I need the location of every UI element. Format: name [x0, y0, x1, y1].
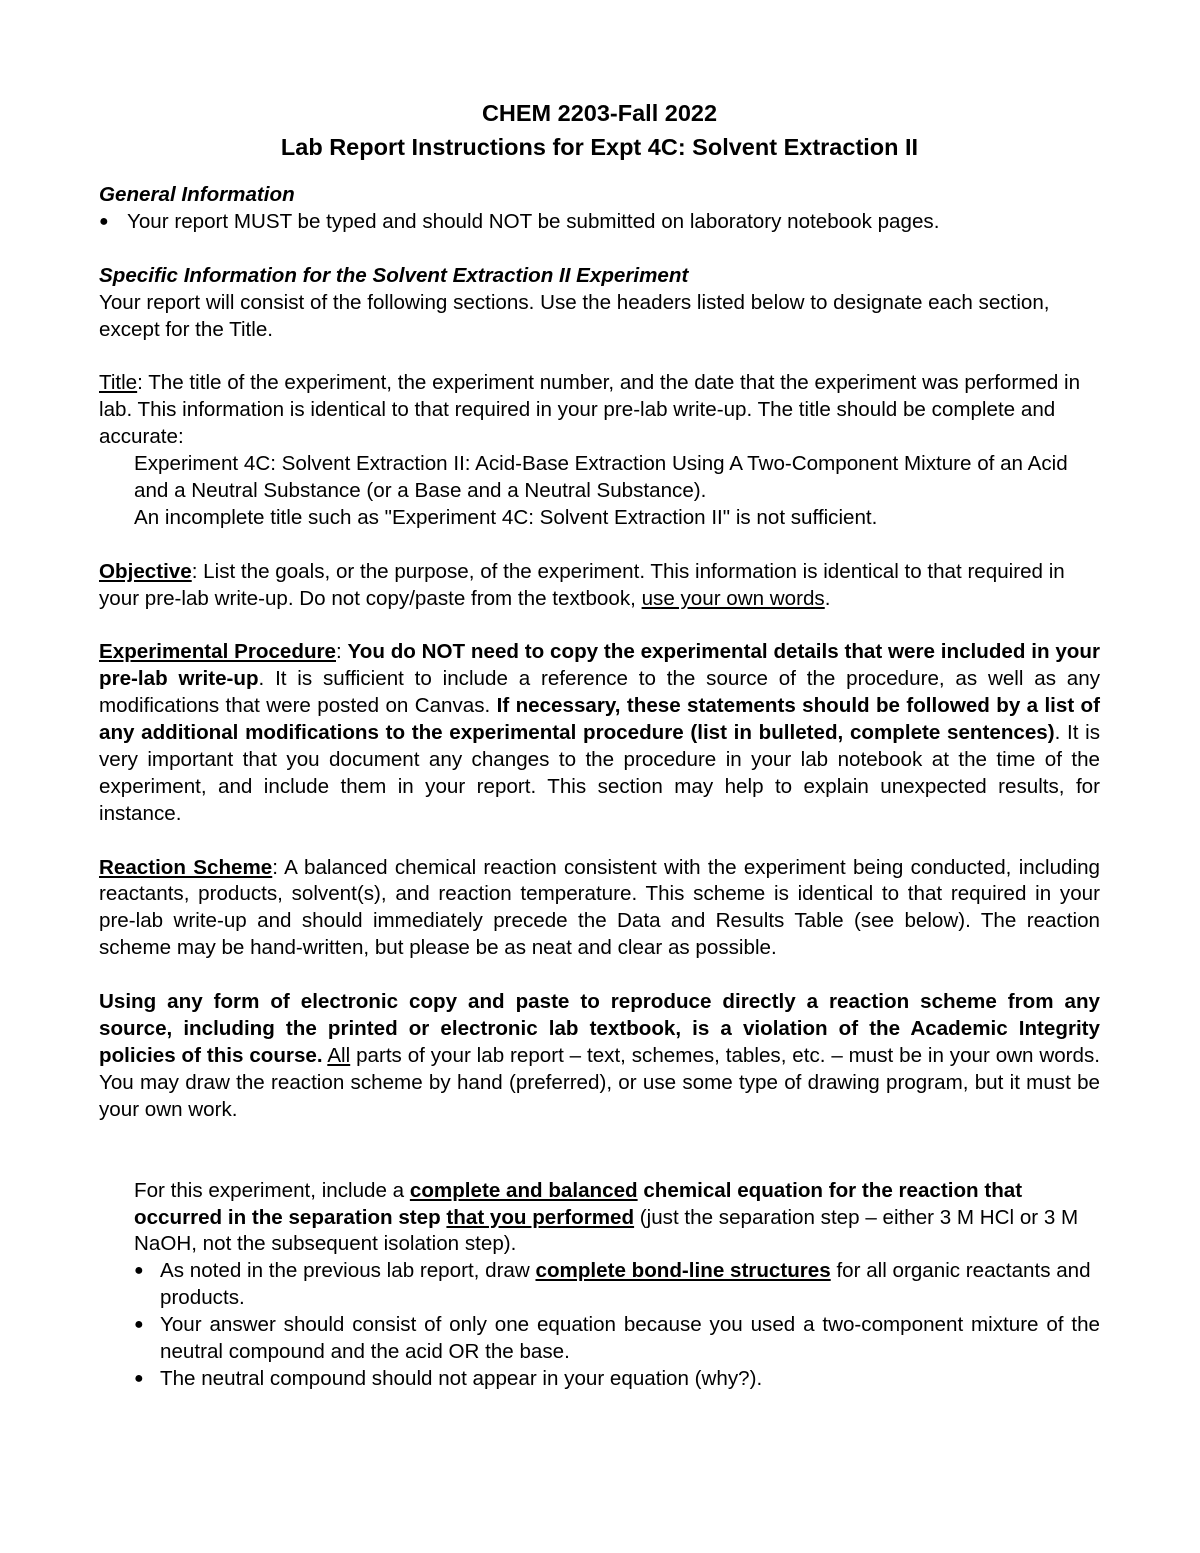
title-label: Title — [99, 371, 138, 395]
title-section: Title: The title of the experiment, the experiment number, and the date that the experiment was performed in lab. This information is identical to that required in your pre-lab write-up. The title should be complete and accurate: — [99, 371, 1081, 449]
procedure-label: Experimental Procedure — [99, 640, 336, 664]
list-item: ● The neutral compound should not appear in your equation (why?). — [134, 1366, 1100, 1393]
document-title: Lab Report Instructions for Expt 4C: Solvent Extraction II — [280, 134, 919, 160]
general-list — [99, 209, 1100, 236]
course-title: CHEM 2203-Fall 2022 — [481, 100, 718, 126]
integrity-section: Using any form of electronic copy and paste to reproduce directly a reaction scheme from any source, including the printed or electronic lab textbook, is a violation of the Academic Integrity policies of this course. All parts of your lab report – text, schemes, tables, etc. – must be in your own words. You may draw the reaction scheme by hand (preferred), or use some type of drawing program, but it must be your own work. — [99, 990, 1100, 1121]
objective-label: Objective — [99, 559, 192, 583]
general-heading: General Information — [99, 183, 295, 206]
bullet-icon: ● — [99, 212, 109, 230]
procedure-section: Experimental Procedure: You do NOT need to copy the experimental details that were included in your pre-lab write-up. It is sufficient to include a reference to the source of the procedure, as well as any modifications that were posted on Canvas. If necessary, these statements should be followed by a list of any additional modifications to the experimental procedure (list in bulleted, complete sentences). It is very important that you document any changes to the procedure in your lab notebook at the time of the experiment, and include them in your report. This section may help to explain unexpected results, for instance. — [99, 640, 1100, 825]
list-item: ● As noted in the previous lab report, draw complete bond-line structures for all organic reactants and products. — [134, 1259, 1091, 1310]
experiment-note: For this experiment, include a complete and balanced chemical equation for the reaction that occurred in the separation step that you performed (just the separation step – either 3 M HCl or 3 M NaOH, not the subsequent isolation step). — [134, 1178, 1079, 1256]
bullet-icon: ● — [134, 1369, 144, 1387]
scheme-label: Reaction Scheme — [99, 855, 273, 879]
title-note: An incomplete title such as "Experiment 4C: Solvent Extraction II" is not sufficient. — [134, 505, 878, 529]
equation-bullets — [99, 1258, 1100, 1393]
bullet-icon: ● — [134, 1262, 144, 1280]
list-item: ● Your answer should consist of only one equation because you used a two-component mixture of the neutral compound and the acid OR the base. — [134, 1313, 1100, 1364]
list-item: ● Your report MUST be typed and should NOT be submitted on laboratory notebook pages. — [99, 209, 1100, 236]
title-example: Experiment 4C: Solvent Extraction II: Acid-Base Extraction Using A Two-Component Mixture of an Acid and a Neutral Substance (or a Base and a Neutral Substance). — [134, 452, 1068, 502]
bullet-icon: ● — [134, 1316, 144, 1334]
objective-section: Objective: List the goals, or the purpose, of the experiment. This information is identical to that required in your pre-lab write-up. Do not copy/paste from the textbook, use your own words. — [99, 559, 1065, 610]
scheme-section: Reaction Scheme: A balanced chemical reaction consistent with the experiment being conducted, including reactants, products, solvent(s), and reaction temperature. This scheme is identical to that required in your pre-lab write-up and should immediately precede the Data and Results Table (see below). The reaction scheme may be hand-written, but please be as neat and clear as possible. — [99, 855, 1100, 960]
specific-heading: Specific Information for the Solvent Extraction II Experiment — [99, 263, 689, 287]
specific-text: Your report will consist of the following sections. Use the headers listed below to designate each section, except for the Title. — [99, 290, 1050, 341]
